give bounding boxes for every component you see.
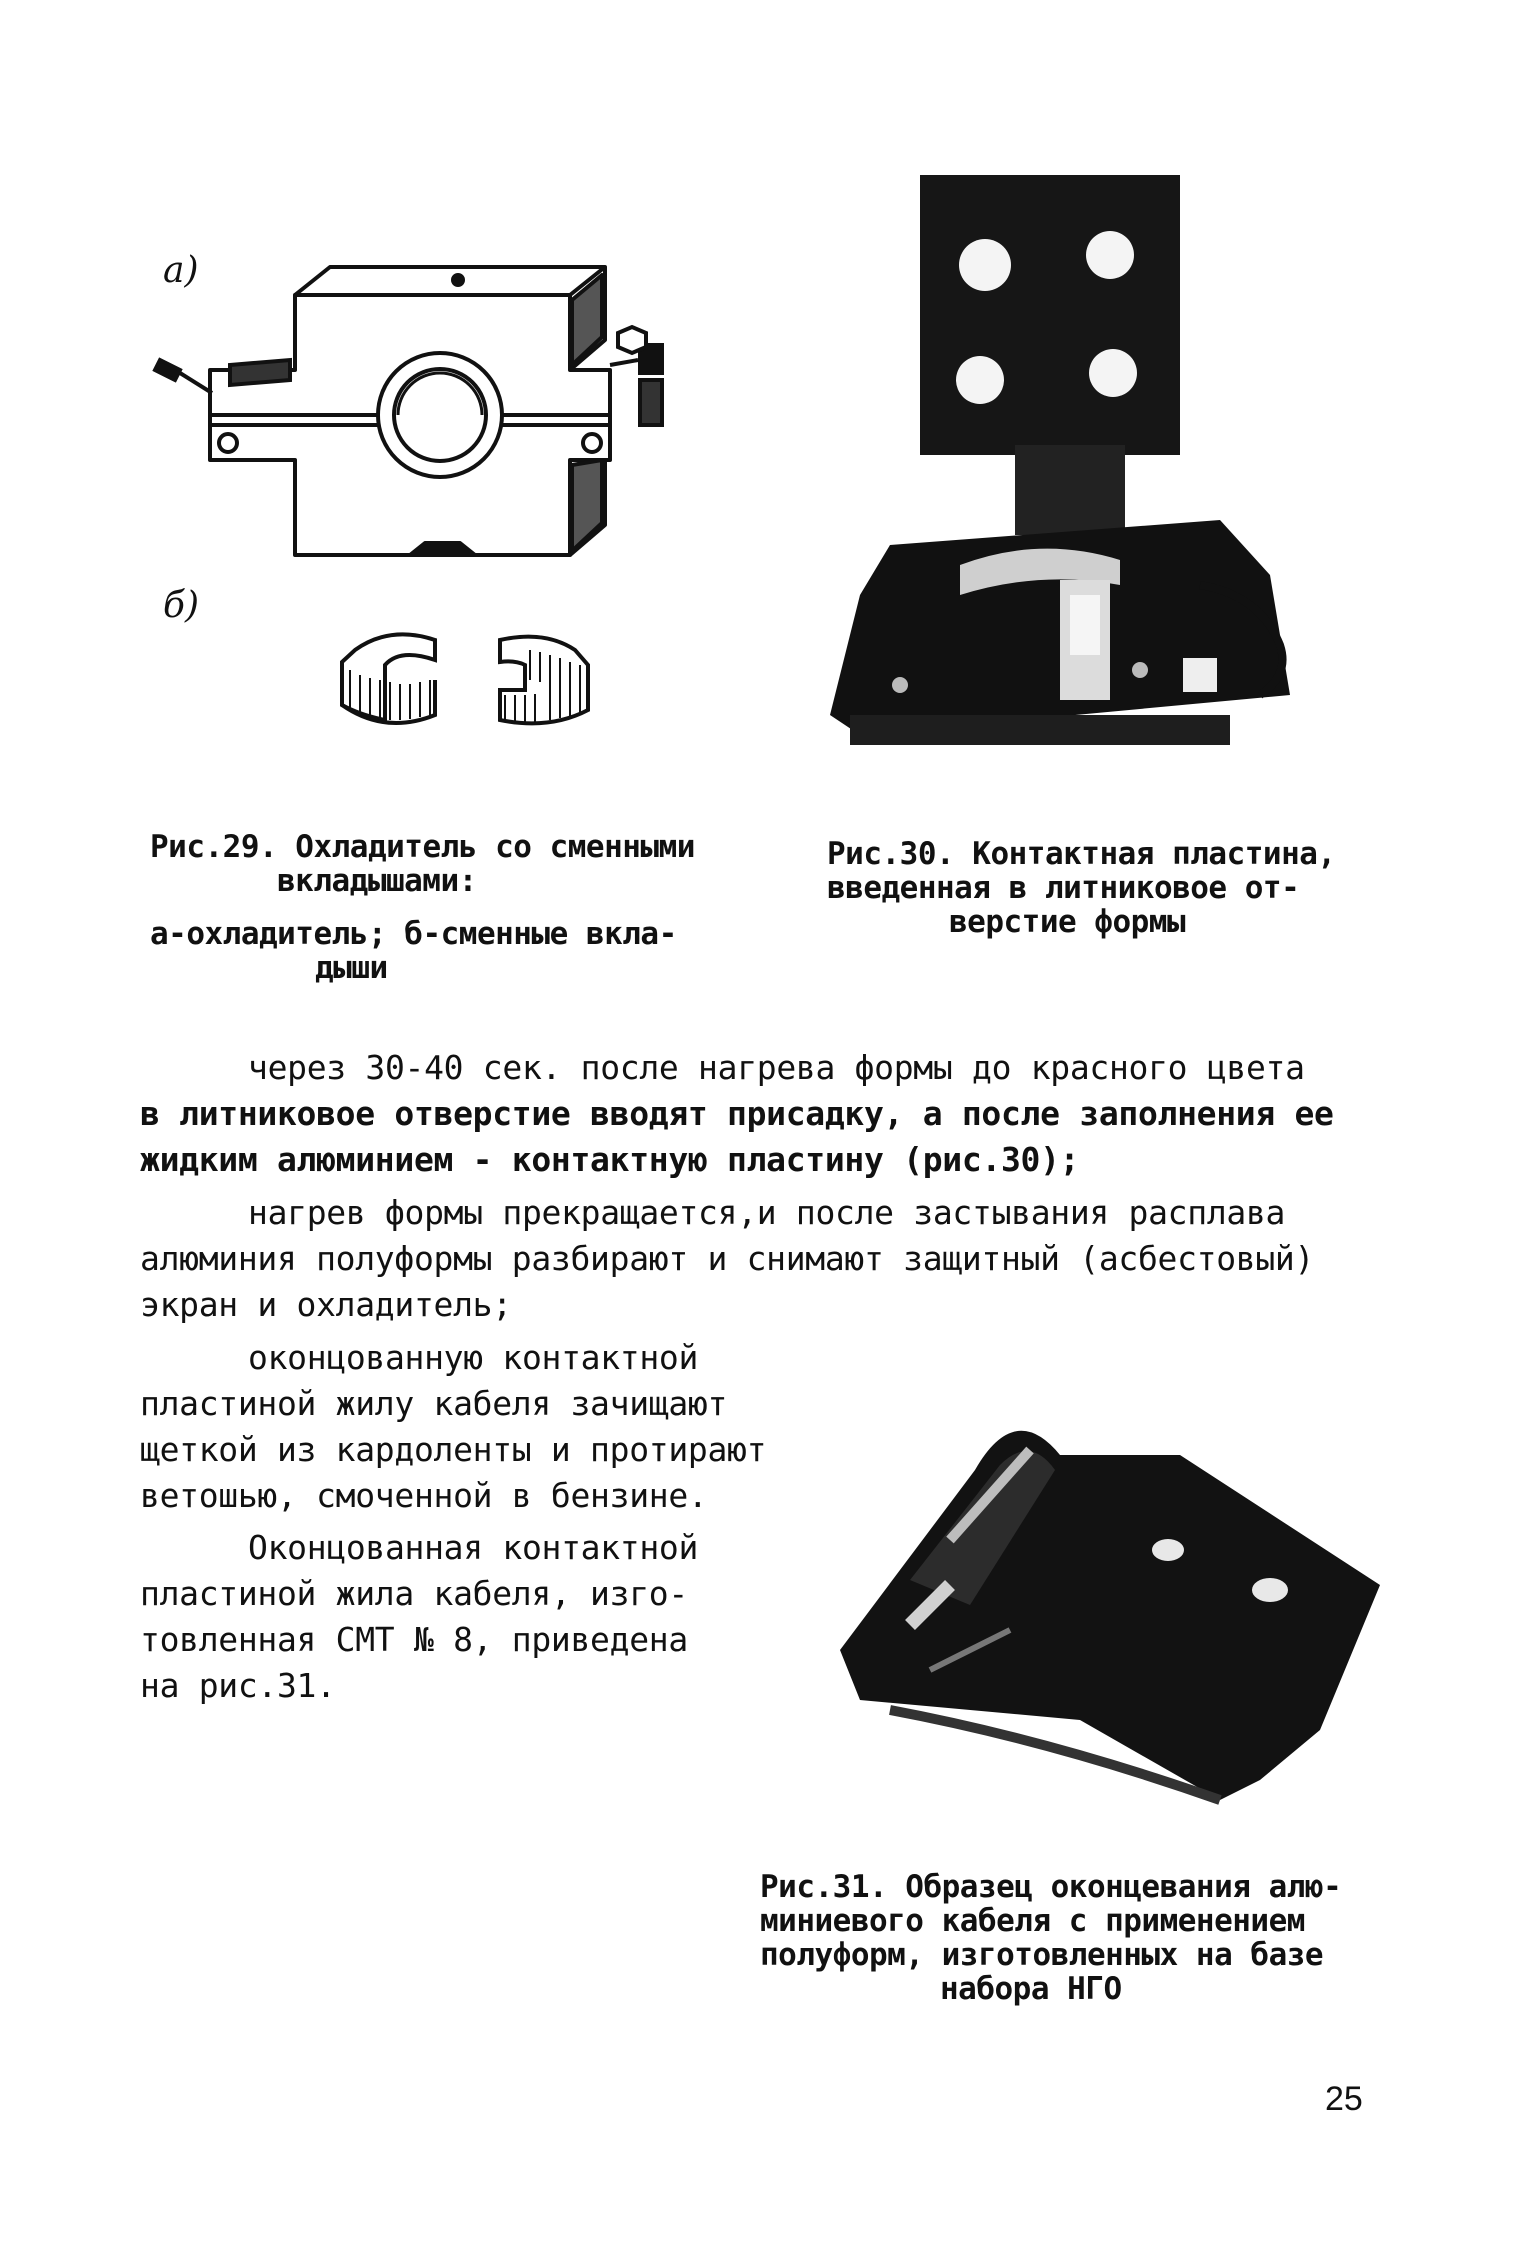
caption-line: Рис.30. Контактная пластина,: [827, 836, 1336, 872]
caption-line: миниевого кабеля с применением: [760, 1903, 1305, 1939]
cable-termination-photo: [800, 1380, 1400, 1820]
paragraph-2: [140, 1190, 1314, 1328]
text-line: оконцованную контактной: [248, 1338, 699, 1377]
figure-29-label-a: а): [163, 250, 199, 291]
figure-29-caption-sub: [150, 917, 677, 985]
caption-line: Рис.31. Образец оконцевания алю-: [760, 1869, 1342, 1905]
text-line: жидким алюминием - контактную пластину (рис.30);: [140, 1140, 1080, 1179]
text-line: в литниковое отверстие вводят присадку, а после заполнения ее: [140, 1094, 1334, 1133]
text-line: экран и охладитель;: [140, 1285, 512, 1324]
caption-line: вкладышами:: [277, 863, 477, 899]
paragraph-3: [140, 1335, 766, 1519]
paragraph-1: [140, 1045, 1334, 1183]
text-line: товленная СМТ № 8, приведена: [140, 1620, 688, 1659]
caption-line: введенная в литниковое от-: [827, 870, 1300, 906]
caption-line: набора НГО: [940, 1971, 1122, 2007]
figure-30-caption: [827, 837, 1336, 939]
text-line: пластиной жилу кабеля зачищают: [140, 1384, 728, 1423]
text-line: через 30-40 сек. после нагрева формы до красного цвета: [248, 1048, 1305, 1087]
figure-31-caption: [760, 1870, 1341, 2006]
text-line: ветошью, смоченной в бензине.: [140, 1476, 708, 1515]
figure-29-label-b: б): [163, 585, 200, 626]
caption-line: верстие формы: [949, 904, 1186, 940]
text-line: на рис.31.: [140, 1666, 336, 1705]
caption-line: а-охладитель; б-сменные вкла-: [150, 916, 677, 952]
cooler-drawing: [140, 255, 740, 575]
text-line: Оконцованная контактной: [248, 1528, 699, 1567]
text-line: щеткой из кардоленты и протирают: [140, 1430, 767, 1469]
page-number: 25: [1325, 2080, 1363, 2118]
text-line: алюминия полуформы разбирают и снимают защитный (асбестовый): [140, 1239, 1315, 1278]
text-line: нагрев формы прекращается,и после застывания расплава: [248, 1193, 1286, 1232]
caption-line: Рис.29. Охладитель со сменными: [150, 829, 695, 865]
contact-plate-photo: [820, 175, 1340, 795]
figure-29-caption-title: [150, 830, 695, 898]
replaceable-inserts-drawing: [330, 620, 610, 760]
paragraph-4: [140, 1525, 698, 1709]
caption-line: полуформ, изготовленных на базе: [760, 1937, 1324, 1973]
caption-line: дыши: [315, 950, 388, 986]
text-line: пластиной жила кабеля, изго-: [140, 1574, 688, 1613]
